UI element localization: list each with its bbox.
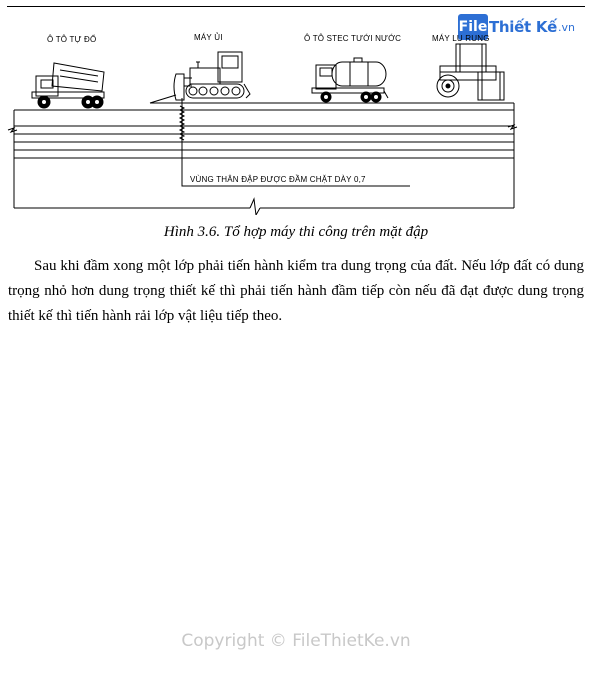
label-water-tanker: Ô TÔ STEC TƯỚI NƯỚC: [304, 34, 402, 43]
embankment-layers: [8, 95, 517, 215]
logo-name: Thiết Kế: [489, 18, 558, 36]
label-bulldozer: MÁY ỦI: [194, 33, 223, 42]
logo-mark: File: [458, 14, 488, 40]
body-paragraph: Sau khi đầm xong một lớp phải tiến hành kiểm tra dung trọng của đất. Nếu lớp đất có dung trọng nhỏ hơn dung trọng thiết kế thì phải tiến hành đầm tiếp còn nếu đã đạt được dung trọng thiết kế thì tiến hành rải lớp vật liệu tiếp theo.: [8, 258, 584, 324]
figure-caption: Hình 3.6. Tổ hợp máy thi công trên mặt đập: [163, 224, 429, 240]
label-dump-truck: Ô TÔ TỰ ĐỔ: [47, 35, 97, 44]
water-tanker-icon: [312, 58, 388, 102]
bulldozer-icon: [174, 52, 250, 100]
copyright-watermark: Copyright © FileThietKe.vn: [181, 631, 411, 651]
label-roller: MÁY LU RUNG: [432, 34, 490, 43]
label-compacted-zone: VÙNG THÂN ĐẬP ĐƯỢC ĐẦM CHẶT DÀY 0,7: [190, 175, 366, 184]
vibratory-roller-icon: [437, 44, 504, 100]
logo-tld: .vn: [558, 20, 575, 34]
dump-truck-icon: [32, 63, 104, 108]
